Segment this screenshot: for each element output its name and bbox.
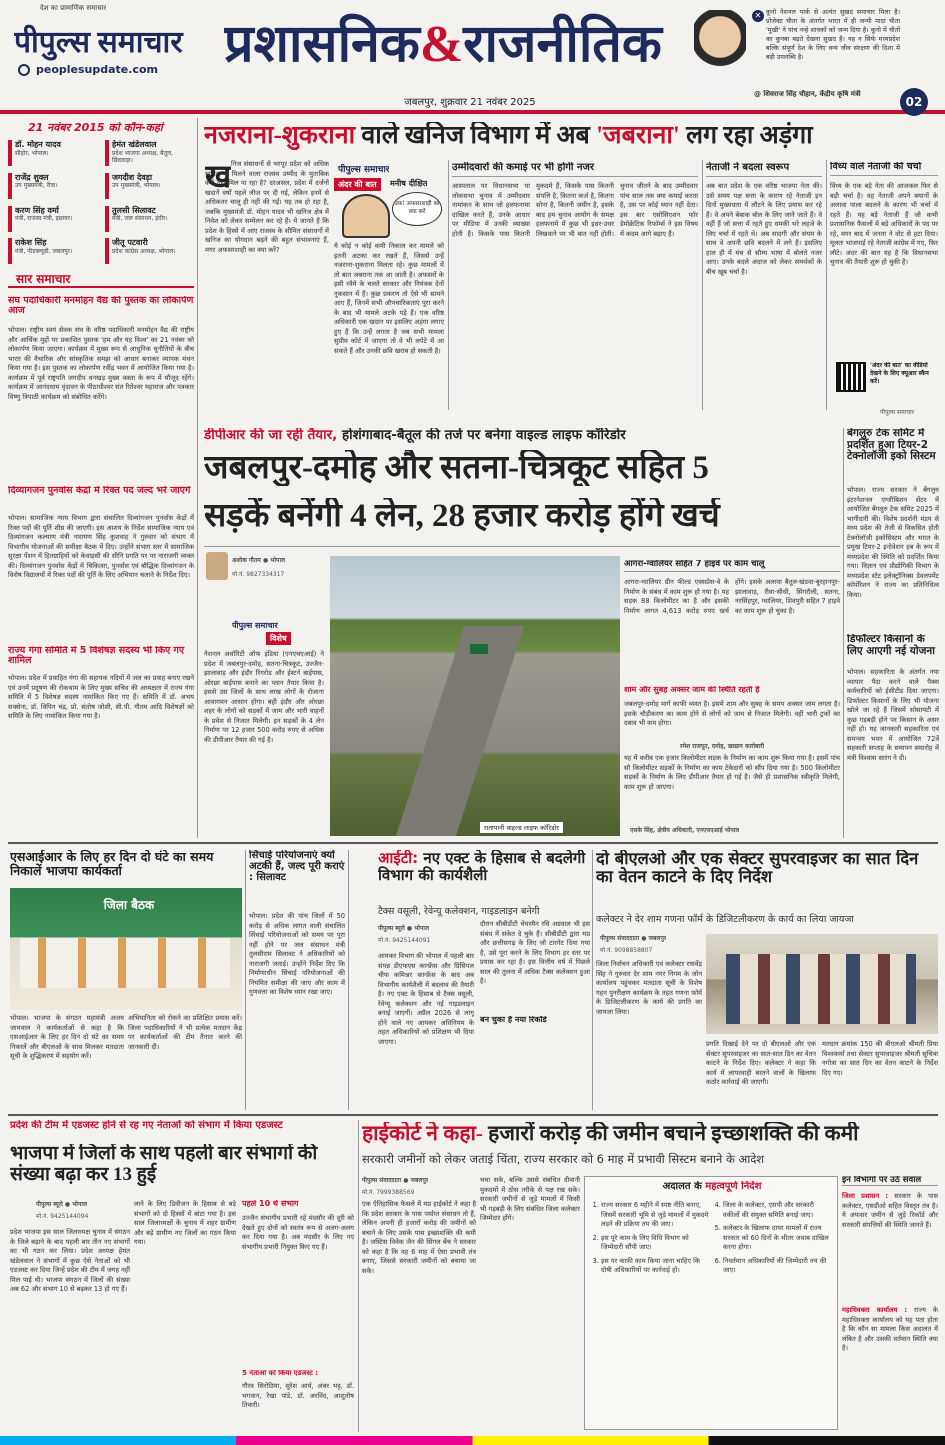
sambhag-kicker: प्रदेश की टीम में एडजस्ट होने से रह गए नेताओं को संभाग में किया एडजस्ट: [10, 1120, 283, 1131]
hc-side-b-head: महाधिवक्ता कार्यालय :: [842, 1306, 908, 1314]
neta-divider: [826, 160, 827, 410]
hc-sub: सरकारी जमीनों को लेकर जताई चिंता, राज्य सरकार को 6 माह में प्रभावी सिस्टम बनाने के आदेश: [362, 1152, 765, 1166]
blo-sub: कलेक्टर ने देर शाम गणना फॉर्म के डिजिटलीकरण के कार्य का लिया जायजा: [596, 914, 854, 925]
it-divider: [592, 850, 593, 1110]
section-title: [224, 10, 694, 80]
hc-side-a-text: सरकार के पास कलेक्टर, एसडीओ सहित विस्तृत तंत्र है। ये अफसर जमीन से जुड़े रिकॉर्ड और सरकारी संपत्तियों की स्थिति जानते हैं।: [842, 1192, 938, 1229]
lead-body: नेशनल अथॉरिटी ऑफ इंडिया (एनएचएआई) ने प्रदेश में जबलपुर-दमोह, सतना-चित्रकूट, उज्जैन-झालावाड़ और इंदौर रिंगरोड और ईस्टर्न बाईपास, ओरछा बाईपास बनाने का प्लान तैयार किया है। इससे उस जिलों के साथ लाख लोगों के रोजाना आवागमन आसान होगा। बही इंदौर और ओरछा शहर के लोगों को सड़कों में जाम और भारी वाहनों के प्रवेश से निजात मिलेगी। इन सड़कों के 4 लेन निर्माण पर 12 हजार 500 करोड़ रुपए से अधिक की डीपीआर तैयार की गई है।: [204, 650, 324, 744]
person-name: हेमंत खंडेलवाल: [112, 140, 157, 149]
globe-icon: [18, 64, 30, 76]
person-text: [112, 140, 194, 164]
person-card: [105, 173, 194, 203]
top-col2: ये कोई न कोई कमी निकाल कर मामले को इतनी अटका कर रखते हैं, जिससे उन्हें नजराना-शुकराना मिलता रहे। कुछ मामलों में तो बात जबराना तक आ जाती है। अफसरों के इसी रवैये के चलते सरकार और नियंत्रक देनों नुकसान में हैं। कुछ प्रकरण तो ऐसे भी सामने आए हैं, जिनमें सभी औपचारिकताएं पूरा करने के बाद भी मामले अटके पड़े हैं। एक वरिष्ठ अधिकारी एक खदान पर इसलिए अड़ंगा लगाए हुए हैं कि उन्हें लगता है जब सभी मामला सुप्रीम कोर्ट में जाएगा तो वे भी लपेटे में आ सकते हैं और उनकी छवि खराब हो सकती है।: [334, 242, 444, 356]
quote-author: @ शिवराज सिंह चौहान, केंद्रीय कृषि मंत्री: [754, 90, 861, 98]
sir-banner: जिला बैठक: [103, 898, 155, 912]
person-card: [8, 206, 97, 236]
directive-item: 1. राज्य सरकार 6 महीने में स्पष्ट नीति बनाए, जिसमें सरकारी भूमि से जुड़े मामलों में मुकदमे लड़ने की प्रक्रिया तय की जाए।: [601, 1201, 709, 1230]
person-avatar: [105, 173, 109, 199]
lead-kicker-b: होशंगाबाद-बैतूल की तर्ज पर बनेगा वाइल्ड लाइफ कॉरिडोर: [341, 428, 626, 443]
hc-head: [362, 1122, 938, 1145]
shaam-text: जबलपुर-दमोह मार्ग काफी व्यस्त है। इसमें शाम और सुबह के समय अक्सर जाम लगता है। इसके चौड़ीकरण का काम होने से लोगों को जाम से निजात मिलेगी। वहीं भारी ट्रकों का दबाव भी कम होगा।: [624, 700, 840, 728]
cartoon-figure: [342, 194, 390, 238]
lead-photo-caption: रातापानी वाइल्ड लाइफ कॉरिडोर: [480, 822, 563, 833]
lead-headline-1: जबलपुर-दमोह और सतना-चित्रकूट सहित 5: [204, 450, 709, 486]
sir-head: एसआईआर के लिए हर दिन दो घंटे का समय निकालें भाजपा कार्यकर्ता: [10, 850, 214, 878]
person-name: राकेश सिंह: [15, 238, 47, 248]
top-col-divider: [448, 160, 449, 410]
person-avatar: [8, 173, 12, 199]
left-column: [8, 118, 194, 838]
hc-box-list-2: [723, 1201, 831, 1280]
directive-item: 3. इस पर काफी काम किया जाना चाहिए कि दोषी अधिकारियों पर कार्रवाई हो।: [601, 1257, 709, 1276]
person-text: [15, 140, 61, 157]
brief-1-text: भोपाल। राष्ट्रीय स्वयं सेवक संघ के वरिष्ठ पदाधिकारी मनमोहन वैद्य की राष्ट्रीय और आर्थिक मुद्दों पर प्रकाशित पुस्तक 'हम और यह विश्व' का 21 नवंबर को लोकार्पण किया जाएगा। कार्यक्रम में मुख्य रूप से आधुनिक चुनौतियों के बीच भारत की वैचारिक और सांस्कृतिक समझ को आधार बनाकर व्यापक मंथन किया गया है। इस पुस्तक का लोकार्पण रवींद्र भवन में आयोजित किया गया है। कार्यक्रम में पूर्व राष्ट्रपति जगदीप धनखड़ मुख्य वक्ता के रूप में मौजूद रहेंगे। कार्यक्रम में आनंदधाम वृंदावन के पीठाधीश्वर संत रितेश्वर महाराज और पत्रकार विष्णु त्रिपाठी कार्यक्रम को संबोधित करेंगे।: [8, 326, 194, 401]
it-head-a: आईटी:: [378, 850, 419, 867]
person-name: राजेंद्र शुक्ल: [15, 172, 49, 182]
shaam-credit: रमेश राजपूत, दमोह, खाद्यान कारोबारी: [680, 743, 765, 750]
hc-head-a: हाईकोर्ट ने कहा-: [362, 1122, 483, 1145]
reporter-avatar: [206, 552, 228, 580]
person-text: [112, 206, 168, 223]
bottom-row-rule: [8, 1114, 938, 1116]
sinchai-head: सिंचाई परियोजनाएं क्यों अटकी हैं, जल्द पूरी कराएं : सिलावट: [249, 850, 345, 883]
lead-byline: अशोक गौतम ● भोपाल: [232, 557, 286, 564]
section-title-a: प्रशासनिक: [224, 16, 420, 73]
section-title-b: राजनीतिक: [463, 16, 662, 73]
sambhag-text2: लाने के लिए डिवीजन के हिसाब से बड़े संभागों को दो हिस्सों में बांटा गया है। इस साल जिलाध्यक्षों के चुनाव में शहर ग्रामीण और बड़े ग्रामीण नए जिलों का गठन किया गया।: [134, 1200, 236, 1247]
column-logo: पीपुल्स समाचार: [338, 165, 390, 175]
cartoon-bubble: उफ! अफसरशाही का क्या करें: [392, 192, 442, 226]
blo-text3: मतदान क्रमांक 150 की बीएलओ श्रीमती प्रिया विश्वकर्मा तथा सेक्टर सुपरवाइजर श्रीमती सुचित्रा नगोत्रा का सात दिन का वेतन काटने के निर्देश दिए गए।: [822, 1040, 938, 1077]
person-role: मंत्री, राजस्व मंत्री, इछावर।: [15, 215, 73, 223]
person-role: प्रदेश कांग्रेस अध्यक्ष, भोपाल।: [112, 247, 176, 255]
brief-1-head: संघ पदाधिकारी मनमोहन वैद्य की पुस्तक का लोकार्पण आज: [8, 296, 194, 317]
blo-text2: प्रगति दिखाई देने पर दो बीएलओ और एक सेक्टर सुपरवाइजर का सात-सात दिन का वेतन काटने के निर्देश दिए। कलेक्टर ने कहा कि कार्य में लापरवाही बरतने वालों के खिलाफ कठोर कार्रवाई की जाएगी।: [706, 1040, 816, 1087]
blo-text: जिला निर्वाचन अधिकारी एवं कलेक्टर राघवेंद्र सिंह ने गुरुवार देर शाम नगर निगम के जोन कार्यालय पहुंचकर मतदाता सूची के विशेष गहन पुनरीक्षण कार्यक्रम के तहत गणना फॉर्म के डिजिटलीकरण के कार्य की प्रगति का जायजा लिया।: [596, 960, 702, 1016]
hc-directives-box: [584, 1176, 838, 1430]
lead-special-tag: विशेष: [266, 632, 291, 645]
people-grid: [8, 140, 194, 268]
person-name: तुलसी सिलावट: [112, 205, 156, 215]
hc-text: एक ऐतिहासिक फैसले में मप्र हाईकोर्ट ने कहा है कि प्रदेश सरकार के पास पर्याप्त संसाधन तो हैं, लेकिन अपनी ही हजारों करोड़ की जमीनों को बचाने के लिए उसके पास इच्छाशक्ति की कमी है। जस्टिस विवेक जैन की सिंगल बेंच ने सरकार को कहा है कि वह 6 माह में ऐसा प्रभावी तंत्र बनाए, जिससे सरकारी जमीनों को बचाया जा सके।: [362, 1200, 476, 1275]
sambhag-names-head: 5 नेताओं को किया एडजस्ट :: [242, 1370, 319, 1377]
top-col1: निज संसाधनों से भरपूर प्रदेश को अधिक खनिज से मिलने वाला राजस्व उम्मीद के मुताबिक क्यों नहीं मिल पा रहा है? दरअसल, प्रदेश में दर्जनों खदानें वर्षों पहले लीज पर दी गई, लेकिन इनमें से अधिकतर चालू ही नहीं की गईं। यह तब हो रहा है, जबकि मुख्यमंत्री डॉ. मोहन यादव भी खनिज क्षेत्र में निवेश को लेकर सम्मेलन कर रहे हैं। ये जानते हैं कि प्रदेश के हिस्से में आए राजस्व के सीमित संसाधनों में खनिज का योगदान बढ़ने की बहुत संभावनाएं हैं, मगर अफसरशाही का क्या करें?: [205, 160, 329, 254]
top-headline-c: 'जबराना': [596, 122, 680, 149]
person-avatar: [8, 140, 12, 166]
hc-box-head-a: अदालत के: [662, 1181, 702, 1192]
blo-people: [726, 954, 916, 1024]
blo-phone: मो.नं. 9098858807: [600, 947, 653, 954]
highway-sign: [470, 644, 488, 654]
nazar-divider: [702, 160, 703, 410]
person-text: [112, 173, 161, 190]
agra-head: आगरा-ग्वालियर सहित 7 हाइवे पर काम चालू: [624, 560, 840, 572]
person-name: डॉ. मोहन यादव: [15, 140, 61, 149]
hc-side-title: इन विभागों पर उठे सवाल: [842, 1176, 938, 1186]
defaulter-head: डिफॉल्टर किसानों के लिए आएगी नई योजना: [847, 634, 935, 657]
sambhag-names: गौरव सिरोठिया, सुरेश आर्य, अंबर भट्ट, डॉ. भगवान, रेखा पांडे, डॉ. अरविंद, आशुतोष तिवारी।: [242, 1382, 354, 1410]
sambhag-divider: [358, 1120, 359, 1432]
qr-code-icon[interactable]: [836, 362, 866, 392]
person-avatar: [105, 140, 109, 166]
shaam-head: शाम और सुबह अक्सर जाम की स्थिति रहती है: [624, 686, 760, 694]
vindhya-head: विंध्य वाले नेताजी की चर्चा: [830, 162, 938, 176]
person-text: [112, 238, 176, 255]
top-headline-d: लग रहा अड़ंगा: [686, 122, 813, 149]
lead-kicker: [204, 428, 844, 443]
hc-text2: चचा सके, बल्कि उससे संबंधित दीवानी मुकदमों में ठोस तरीके से पक्ष रख सके। सरकारी जमीनों से जुड़े मामलों में किसी भी गड़बड़ी के लिए संबंधित जिला कलेक्टर जिम्मेदार होंगे।: [480, 1176, 580, 1223]
sambhag-new-text: उज्जैन संभागीय प्रभारी रहे मंदसौर की दूरी को देखते हुए दोनों को स्वतंत्र रूप से अलग-अलग कर दिया गया है। अब मंदसौर के लिए नए संभागीय प्रभारी नियुक्त किए गए हैं।: [242, 1214, 354, 1251]
lead-head-rule: [204, 546, 840, 547]
sir-text2: अभियानिता को रोकने का प्रशिक्षित प्रयास करें। जिला पदाधिकारियों ने भी प्रत्येक मतदान केंद्र पर कार्यकर्ताओं की टीम तैनात करने की जानकारी दी।: [128, 1014, 242, 1051]
person-card: [105, 140, 194, 170]
person-role: उप मुख्यमंत्री, रीवा।: [15, 182, 58, 190]
middle-row-rule: [8, 842, 938, 844]
brief-2-head: दिव्यांगजन पुनर्वास केंद्रों में रिक्त पद जल्द भरे जाएंगे: [8, 486, 191, 496]
person-card: [105, 206, 194, 236]
bengaluru-divider: [843, 428, 844, 838]
blo-byline: पीपुल्स संवाददाता ● जबलपुर: [600, 935, 667, 942]
column-tag: अंदर की बात: [334, 178, 381, 191]
vindhya-credit: पीपुल्स समाचार: [880, 409, 915, 416]
person-avatar: [8, 206, 12, 232]
hc-box-list-1: [601, 1201, 709, 1280]
masthead-tagline: देश का प्रामाणिक समाचार: [40, 4, 107, 12]
it-head: [378, 850, 588, 883]
person-role: सीहोर, भोपाल।: [15, 149, 49, 157]
hc-phone: मो.नं. 7999388569: [362, 1189, 415, 1196]
masthead-rule: [0, 110, 945, 114]
person-name: जगदीश देवड़ा: [112, 172, 153, 182]
person-role: मंत्री, पीडब्ल्यूडी, जबलपुर।: [15, 247, 73, 255]
lead-kicker-a: डीपीआर की जा रही तैयार,: [204, 428, 338, 443]
sambhag-new-head: पहले 10 थे संभाग: [242, 1200, 299, 1208]
section-title-amp: &: [419, 16, 464, 73]
person-card: [8, 238, 97, 268]
paper-name[interactable]: पीपुल्स समाचार: [14, 26, 183, 59]
print-color-strip: [0, 1436, 945, 1445]
quote-box: [694, 4, 900, 104]
it-phone: मो.नं. 9425144091: [378, 937, 431, 944]
column-tag-box: [334, 160, 444, 238]
person-name: जीतू पटवारी: [112, 238, 148, 248]
directive-item: 6. निवर्तमान अधिकारियों की जिम्मेदारी तय की जाए।: [723, 1257, 831, 1276]
page-number: 02: [900, 88, 928, 116]
bengaluru-head: बेंगलुरु टेक समिट में प्रदर्शित हुआ टियर-2 टेक्नोलॉजी इको सिस्टम: [847, 428, 936, 463]
shaam-text2: यह में करीब एक हजार किलोमीटर सड़क के निर्माण का काम शुरू किया गया है। इसमें पांच सौ किलोमीटर सड़कों के निर्माण का काम टेकेदारों को सौंप दिया गया है। 500 किलोमीटर सड़कों के निर्माण के लिए डीपीआर तैयार हो गई है। जैसे ही प्रशासनिक स्वीकृति मिलेगी, काम शुरू हो जाएगा।: [624, 754, 840, 791]
top-headline-b: वाले खनिज विभाग में अब: [361, 122, 590, 149]
hc-side-b: [842, 1306, 938, 1430]
column-author: मनीष दीक्षित: [390, 179, 428, 188]
bengaluru-text: भोपाल। राज्य सरकार ने बेंगलुरु इंटरनेशनल एग्जीबिशन सेंटर में आयोजित बेंगलुरु टेक समिट 2025 में भागीदारी की। विशेष प्रदर्शनी मंडप से मध्य प्रदेश की तेजी से विकसित होती टेक्नोलॉजी इकोसिस्टम और भारत के प्रमुख टियर-2 इनोवेशन हब के रूप में मध्यप्रदेश की स्थिति को प्रदर्शित किया गया। विज्ञान एवं प्रौद्योगिकी विभाग के मध्यप्रदेश स्टेट इलेक्ट्रॉनिक्स डेवलपमेंट कॉर्पोरेशन ने राज्य का प्रतिनिधित्व किया।: [847, 486, 939, 600]
sambhag-phone: मो.नं. 9425144094: [36, 1213, 89, 1220]
agra-text: आगरा-ग्वालियर ग्रीन फील्ड एक्सप्रेस-वे के निर्माण के संबंध में काम शुरू हो गया है। यह सड़क 88 किलोमीटर का है और इसकी निर्माण लागत 4,613 करोड़ रुपए खर्च होंगे। इसके अलावा बैतूल-खंडवा-बुरहानपुर-झालावाड़, रीवा-सीधी, सिंगरौली, सतना, नरसिंहपुर, ग्वालियर, शिवपुरी सहित 7 हाइवे का काम शुरू हो चुका है।: [624, 578, 840, 615]
lead-headline-2: सड़कें बनेंगी 4 लेन, 28 हजार करोड़ होंगे खर्च: [204, 498, 720, 534]
sir-divider: [245, 850, 246, 1110]
sinchai-divider: [348, 850, 349, 1110]
it-sub: टैक्स वसूली, रेवेन्यू कलेक्शन, गाइडलाइन बनेगी: [378, 906, 540, 917]
vindhya-text: विंध्य के एक बड़े नेता की आजकल फिर से बड़ी चर्चा है। वह नेताजी अपने बयानों के अलावा पाला बदलने के कारण भी चर्चा में रहते हैं। यह बड़े नेताजी हैं जो कभी प्रशासनिक फैसलों में बड़े अधिकारों के पद पर रहे, मगर बाद में जनता ने वोट से हटा दिया। मूलतः भाजपाई रहे नेताजी कांग्रेस में गए, फिर लौटे। अंदर की बात यह है कि विधानसभा चुनाव की तैयारी शुरू हो चुकी है।: [830, 182, 938, 267]
sir-photo: [10, 888, 242, 1010]
neta-head: नेताजी ने बदला स्वरूप: [706, 162, 822, 177]
sir-people: [20, 938, 230, 988]
highway-lane: [396, 626, 524, 836]
directive-item: 4. जिला के कलेक्टर, एसपी और सरकारी वकीलों की संयुक्त समिति बनाई जाए।: [723, 1201, 831, 1220]
hc-byline: पीपुल्स संवाददाता ● जबलपुर: [362, 1177, 429, 1184]
person-role: उप मुख्यमंत्री, भोपाल।: [112, 182, 161, 190]
sambhag-text: प्रदेश भाजपा इस साल जिलाध्यक्ष चुनाव में संगठन के जिले बढ़ाने के बाद पहली बार तीन नए संभागों का भी गठन कर लिया। प्रदेश अध्यक्ष हेमंत खंडेलवाल ने संभागों में कुछ ऐसे नेताओं को भी एडजस्ट कर दिया जिन्हें प्रदेश की टीम में जगह नहीं मिल पाई थी। भाजपा संगठन में जिलों की संख्या अब 62 और संभाग 10 से बढ़कर 13 हो गए हैं।: [10, 1228, 130, 1294]
nazar-text: आस्पताल पर विधानसभा या लोकसभा चुनाव में उम्मीदवार नामांकन के साथ जो हलफनामा दाखिल करते हैं, उनके आधार पर मीडिया में उनकी व्याख्या होती है। किसके पास कितनी मुकदमे हैं, किसके पास कितनी संपत्ति है, कितना कर्ज है, कितना सोना है, कितनी जमीन है, इसके बाद हम चुनाव आयोग के समक्ष हलफनामे में कुछ भी इधर-उधर लिखवाने पर भी बात नहीं होती। चुनाव जीतने के बाद उम्मीदवार पांच साल तक क्या कमाई करता है, उस पर कोई ध्यान नहीं देता। इस बार एसोसिएशन फॉर डेमोक्रेटिक रिफॉर्म्स ने इस विषय में कदम आगे बढ़ाए हैं।: [452, 182, 698, 238]
it-text: आयकर विभाग की भोपाल में पहली बार संपन्न डीएफएस कान्फ्रेंस और प्रिंसिपल चीफ कमिश्नर कान्फ्रेंस के बाद अब विभागीय कार्यशैली में बदलाव की तैयारी है। नए एक्ट के हिसाब से टैक्स वसूली, रेवेन्यू कलेक्शन और नई गाइडलाइन बनाई जाएगी। अप्रैल 2026 से लागू होने वाले नए आयकर अधिनियम के तहत अधिकारियों को प्रशिक्षण भी दिया जाएगा।: [378, 952, 474, 1046]
directive-item: 5. कलेक्टर के खिलाफ दायर मामलों में राज्य सरकार को 60 दिनों के भीतर जवाब दाखिल करना होगा।: [723, 1224, 831, 1253]
portrait-avatar: [694, 10, 746, 100]
person-role: मंत्री, जल संसाधन, इंदौर।: [112, 215, 168, 223]
sir-text: भोपाल। भाजपा के संगठन महामंत्री अजय जामवाल ने कार्यकर्ताओं से कहा है कि एसआईआर के लिए हर दिन दो घंटे का समय निकालें और बीएलओ के साथ मिलकर मतदाता सूची के शुद्धिकरण में सहयोग करें।: [10, 1014, 124, 1061]
person-role: प्रदेश भाजपा अध्यक्ष, बैतूल, छिंदवाड़ा।: [112, 149, 173, 164]
person-card: [8, 140, 97, 170]
top-headline: [204, 122, 934, 150]
masthead: [0, 0, 945, 118]
sambhag-byline: पीपुल्स ब्यूरो ● भोपाल: [36, 1201, 88, 1208]
shaam-credit2: एसके सिंह, क्षेत्रीय अधिकारी, एनएचएआई भोपाल: [630, 827, 740, 834]
person-card: [105, 238, 194, 268]
nazar-head: उम्मीदवारों की कमाई पर भी होगी नजर: [452, 162, 698, 177]
person-avatar: [105, 206, 109, 232]
it-text2: दौरान सीबीडीटी चेयरमैन रवि अग्रवाल भी इस संबंध में संकेत दे चुके हैं। सीबीडीटी द्वारा मप्र और छत्तीसगढ़ के लिए जो टारगेट दिया गया है, उसे पूरा करने के लिए विभाग हर स्तर पर प्रयास कर रहा है। इस वित्तीय वर्ष में पिछले साल की तुलना में अधिक टैक्स कलेक्शन हुआ है।: [480, 920, 590, 986]
it-head-b: नए एक्ट के हिसाब से बदलेगी विभाग की कार्यशैली: [378, 850, 586, 883]
quote-text: कूनो नेशनल पार्क से अत्यंत सुखद समाचार मिला है। प्रोजेक्ट चीता के अंतर्गत भारत में ही जन्मी मादा चीता 'मुखी' ने पांच नन्हे शावकों को जन्म दिया है। कूनो में चीतों का कुनबा बढ़ते देखना सुखद है। यह न सिर्फ मध्यप्रदेश बल्कि संपूर्ण देश के लिए वन्य जीव संरक्षण की दिशा में बड़ी उपलब्धि है।: [766, 8, 900, 62]
brief-3-text: भोपाल। प्रदेश में प्रवाहित गंगा की सहायक नदियों में जल का प्रवाह बनाए रखने एवं उनमें प्रदूषण की रोकथाम के लिए मुख्य सचिव की अध्यक्षता में राज्य गंगा समिति में 5 विशेषज्ञ सदस्य नामांकित किए गए हैं। समिति में डॉ. अभय सक्सेना, डॉ. विपिन चंद्र, प्रो. संतोष जोशी, सी.पी. गौतम आदि विशेषज्ञों को समिति के लिए नामांकित किया गया है।: [8, 674, 194, 721]
lead-photo: [330, 556, 620, 836]
hc-side-a-head: जिला प्रशासन :: [842, 1192, 889, 1200]
person-avatar: [105, 238, 109, 264]
qr-caption: 'अंदर की बात' का वीडियो देखने के लिए क्यूआर स्कैन करें।: [870, 362, 929, 386]
defaulter-text: भोपाल। सहकारिता के अंतर्गत नया व्यापार पैदा करने वाले पैक्स कर्मचारियों को ईसीटीड दिया जाएगा। डिफॉल्टर किसानों के लिए भी योजना खोले जा रहे हैं जिसमें सोसायटी में कुछ गड़बड़ी होने पर किसान के असर नहीं हो। यह जानकारी सहकारिता एवं समन्वय भवन में आयोजित 72वें सहकारी सप्ताह के समापन समारोह में मंत्री विश्वास सारंग ने दी।: [847, 668, 939, 762]
kaun-title: 21 नवंबर 2015 को कौन-कहां: [28, 122, 163, 134]
sinchai-text: भोपाल। प्रदेश की पांच जिलों में 50 करोड़ से अधिक लागत वाली संचालित सिंचाई परियोजनाओं को समय पर पूरा नहीं होने पर जल संसाधन मंत्री तुलसीराम सिलावट ने अधिकारियों को नाराजगी जताई। उन्होंने निर्देश दिए कि निर्माणाधीन सिंचाई परियोजनाओं की नियमित समीक्षा की जाए और काम में गुणवत्ता का विशेष ध्यान रखा जाए।: [249, 912, 345, 997]
top-story: [204, 118, 934, 158]
hc-box-head: [585, 1181, 838, 1192]
lead-special-logo: पीपुल्स समाचार: [232, 621, 278, 630]
hc-box-head-b: महत्वपूर्ण निर्देश: [705, 1181, 762, 1192]
dateline: जबलपुर, शुक्रवार 21 नवंबर 2025: [404, 97, 536, 108]
left-column-divider: [197, 118, 198, 838]
lead-phone: मो.नं. 9827334317: [232, 571, 285, 578]
person-avatar: [8, 238, 12, 264]
it-byline: पीपुल्स ब्यूरो ● भोपाल: [378, 925, 430, 932]
quote-icon: ✕: [752, 10, 764, 22]
person-text: [15, 206, 72, 223]
website-link[interactable]: peoplesupdate.com: [36, 63, 158, 76]
person-card: [8, 173, 97, 203]
brief-2-text: भोपाल। सामाजिक न्याय विभाग द्वारा संचालित दिव्यांगजन पुनर्वास केंद्रों में रिक्त पदों की पूर्ति शीघ्र की जाएगी। इस आशय के निर्देश सामाजिक न्याय एवं दिव्यांगजन कल्याण मंत्री नारायण सिंह कुशवाह ने गुरुवार को संभाग में विभागीय योजनाओं की समीक्षा बैठक में दिए। उन्होंने संभाग स्तर में सामाजिक सुरक्षा पेंशन में हितग्राहियों को केवाइसी की सीनि प्रगति पर पर नाराजगी व्यक्त की। दिव्यांगजन पुनर्वास केंद्रों में चिकित्सा, पुनर्वास एवं बौद्धिक दिव्यांगजन के विशेष विद्यालयों में रिक्त पदों की पूर्ति के लिए अभियान चलाने के निर्देश दिए।: [8, 514, 194, 580]
person-name: करण सिंह वर्मा: [15, 205, 59, 215]
blo-photo: [706, 934, 938, 1034]
sambhag-head: भाजपा में जिलों के साथ पहली बार संभागों की संख्या बढ़ा कर 13 हुई: [10, 1144, 318, 1185]
blo-head: दो बीएलओ और एक सेक्टर सुपरवाइजर का सात दिन का वेतन काटने के दिए निर्देश: [596, 850, 919, 887]
dropcap: ख: [205, 160, 232, 192]
it-sub2: बन चुका है नया रिकॉर्ड: [480, 1016, 547, 1024]
hc-side-b-text: राज्य के महाधिवक्ता कार्यालय को यह पता होता है कि कौन सा मामला किस अदालत में लंबित है और उसकी वर्तमान स्थिति क्या है।: [842, 1306, 938, 1353]
person-text: [15, 173, 58, 190]
hc-head-b: हजारों करोड़ की जमीन बचाने इच्छाशक्ति की कमी: [488, 1122, 859, 1145]
person-text: [15, 238, 72, 255]
top-headline-a: नजराना-शुकराना: [204, 122, 356, 149]
hc-side-a: [842, 1192, 938, 1302]
saar-title: सार समाचार: [8, 268, 194, 288]
brief-3-head: राज्य गंगा समिति में 5 विशेषज्ञ सदस्य भी किए गए शामिल: [8, 646, 185, 667]
directive-item: 2. इस पूरे काम के लिए विधि विभाग को जिम्मेदारी सौंपी जाए।: [601, 1234, 709, 1253]
neta-text: अब बात प्रदेश के एक वरिष्ठ भाजपा नेता की। उसे समय पक्ष सत्ता के कारण रहे नेताजी इन दिनों मुख्यधारा में लौटने के लिए प्रयास कर रहे हैं। वे अपने बेबाक बोल के लिए जाने जाते हैं। वे वहीं हैं जो सत्ता में रहते हुए धमकी भरे लहजे के लिए चर्चा में रहते थे। अब सादगी और संयम के साथ वे अपनी छवि बदलने में लगे हैं। इसलिए हाल ही में मंच से सौम्य भाषा में बोलते नजर आए। उनके बदले अंदाज को लेकर समर्थकों के बीच खूब चर्चा है।: [706, 182, 822, 276]
